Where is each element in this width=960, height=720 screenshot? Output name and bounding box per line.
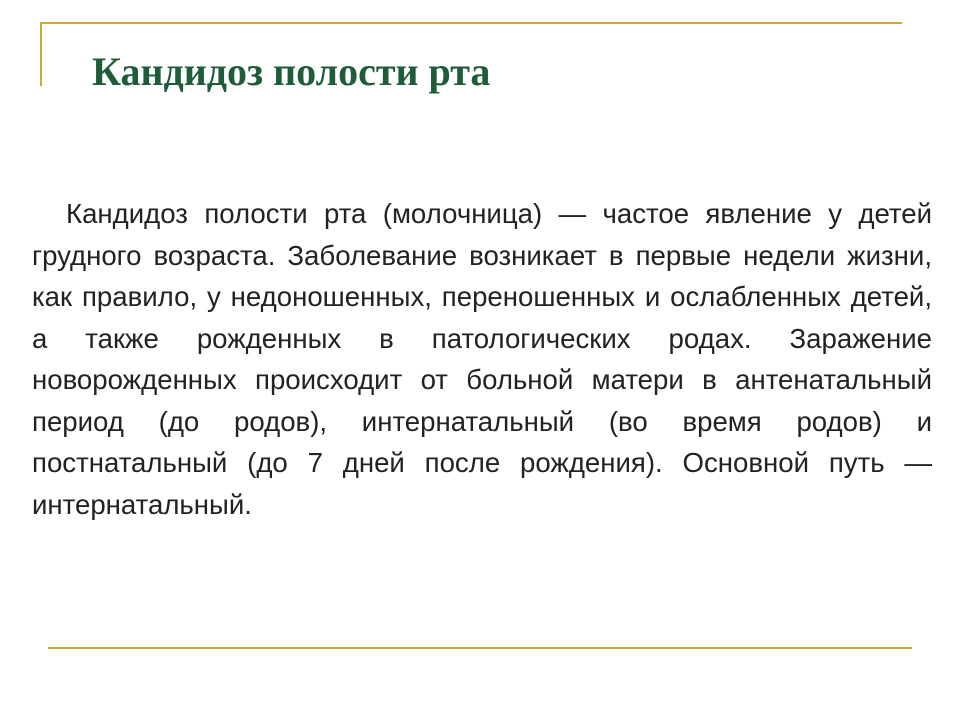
slide-body-text: Кандидоз полости рта (молочница) — частое явление у детей грудного возраста. Заболевание возникает в первые недели жизни, как правило, у недоношенных, переношенных и ослабленных детей, а также рожденных в патологических родах. Заражение новорожденных происходит от больной матери в антенатальный период (до родов), интернатальный (во время родов) и постнатальный (до 7 дней после рождения). Основной путь — интернатальный. [32, 198, 932, 520]
left-divider-line [40, 22, 42, 86]
top-divider-line [40, 22, 902, 24]
slide-title: Кандидоз полости рта [92, 49, 491, 94]
bottom-divider-line [48, 647, 912, 649]
